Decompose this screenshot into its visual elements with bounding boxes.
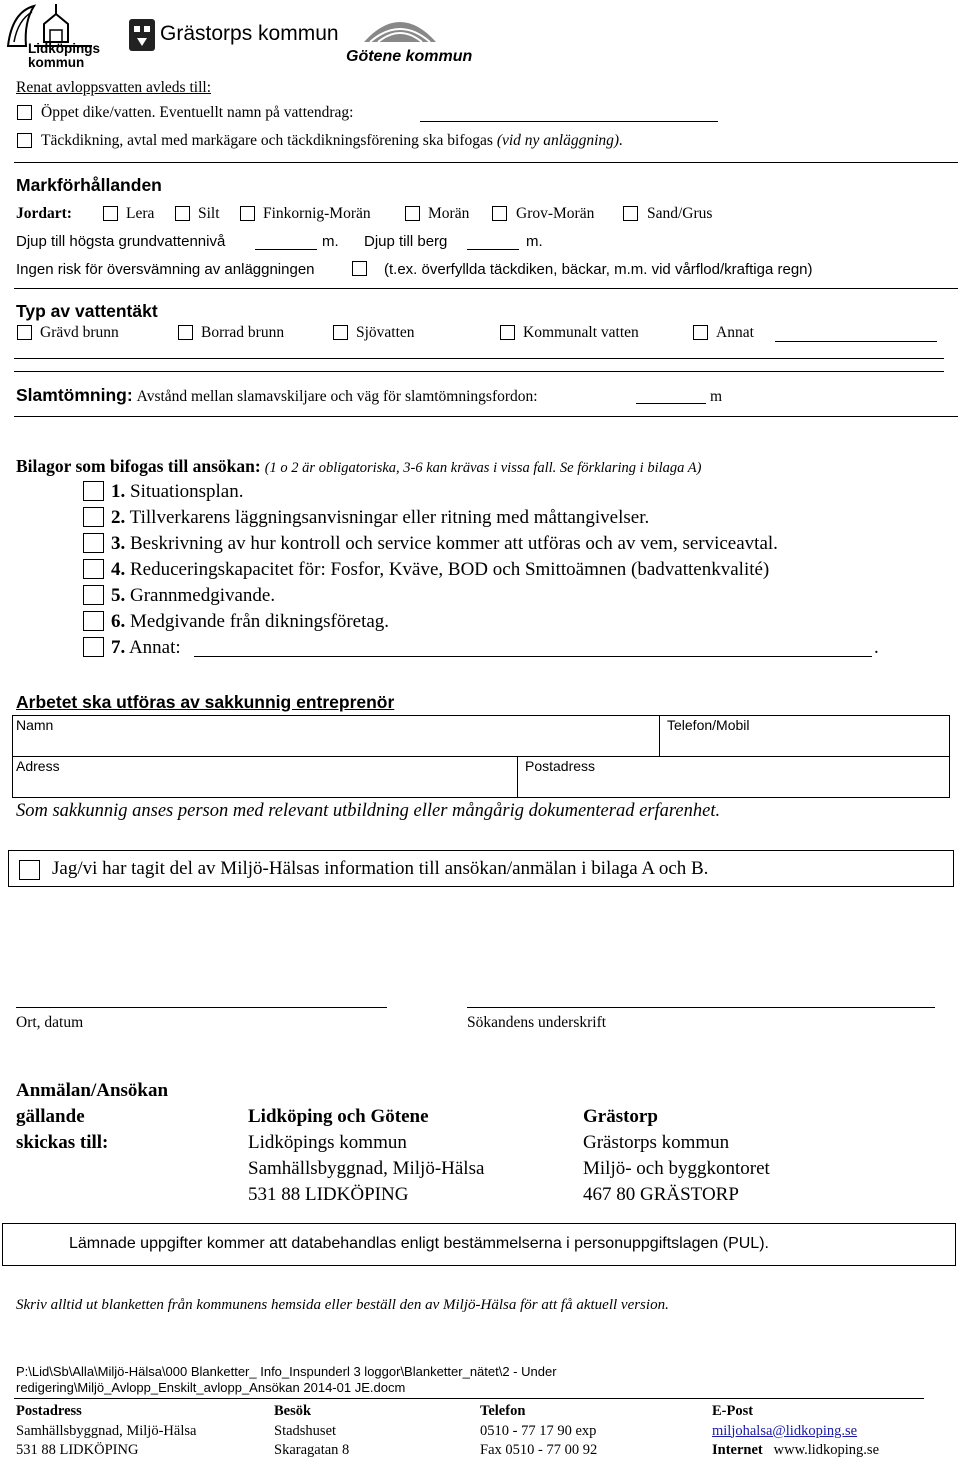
send-to-grastorp bbox=[583, 1104, 770, 1208]
footer-telefon bbox=[480, 1402, 597, 1461]
attachment-2-num: 2. bbox=[111, 507, 126, 528]
soil-lera-checkbox[interactable] bbox=[103, 206, 118, 221]
water-municipal-label: Kommunalt vatten bbox=[523, 324, 639, 341]
grastorp-logo-text: Grästorps kommun bbox=[160, 22, 339, 45]
water-other-label: Annat bbox=[716, 324, 754, 341]
footer-postadress-heading: Postadress bbox=[16, 1403, 82, 1419]
contractor-phone-label: Telefon/Mobil bbox=[667, 717, 750, 733]
divider bbox=[14, 371, 944, 372]
send-to-col2-line1: Grästorps kommun bbox=[583, 1132, 730, 1153]
flood-label: Ingen risk för översvämning av anläggningen bbox=[16, 261, 315, 278]
send-to-line2: gällande bbox=[16, 1106, 85, 1127]
footer-besok-2: Skaragatan 8 bbox=[274, 1442, 350, 1458]
soil-heading: Markförhållanden bbox=[16, 175, 162, 195]
signature-label: Sökandens underskrift bbox=[467, 1014, 607, 1031]
attachment-1-label bbox=[111, 481, 243, 503]
place-date-line[interactable] bbox=[16, 1007, 387, 1008]
attachment-7-text: Annat: bbox=[128, 637, 181, 658]
attachment-3-num: 3. bbox=[111, 533, 126, 554]
groundwater-label: Djup till högsta grundvattennivå bbox=[16, 233, 226, 250]
attachment-4-checkbox[interactable] bbox=[83, 559, 104, 579]
attachment-6-checkbox[interactable] bbox=[83, 611, 104, 631]
water-other-checkbox[interactable] bbox=[693, 325, 708, 340]
file-path-line1: P:\Lid\Sb\Alla\Miljö-Hälsa\000 Blanketter_ Info_Inspunderl 3 loggor\Blanketter_nätet\2 - Under bbox=[16, 1364, 557, 1379]
soil-lera-label: Lera bbox=[126, 205, 155, 222]
divider bbox=[14, 162, 958, 163]
footer-telefon-1: 0510 - 77 17 90 exp bbox=[480, 1422, 597, 1439]
watercourse-name-line[interactable] bbox=[420, 121, 718, 122]
soil-silt-label: Silt bbox=[198, 205, 220, 222]
signature-line[interactable] bbox=[467, 1007, 935, 1008]
attachment-1-checkbox[interactable] bbox=[83, 481, 104, 501]
attachment-2-label bbox=[111, 507, 649, 529]
footer-internet-label: Internet bbox=[712, 1442, 763, 1458]
water-drilled-well-checkbox[interactable] bbox=[178, 325, 193, 340]
pul-box bbox=[2, 1223, 956, 1266]
attachments-heading: Bilagor som bifogas till ansökan: bbox=[16, 456, 261, 476]
send-to-line3: skickas till: bbox=[16, 1132, 109, 1153]
attachment-6-text: Medgivande från dikningsföretag. bbox=[130, 611, 390, 632]
bedrock-label: Djup till berg bbox=[364, 233, 448, 250]
lidkoping-logo bbox=[4, 2, 98, 70]
sludge-distance-line[interactable] bbox=[636, 403, 706, 404]
soil-grov-moran-checkbox[interactable] bbox=[492, 206, 507, 221]
footer-besok bbox=[274, 1402, 349, 1461]
file-path-line2: redigering\Miljö_Avlopp_Enskilt_avlopp_Ansökan 2014-01 JE.docm bbox=[16, 1380, 406, 1395]
soil-type-label: Jordart: bbox=[16, 205, 72, 222]
attachment-7-end-dot: . bbox=[874, 637, 879, 658]
attachment-1-text: Situationsplan. bbox=[130, 481, 244, 502]
soil-sand-grus-label: Sand/Grus bbox=[647, 205, 713, 222]
footer-telefon-heading: Telefon bbox=[480, 1403, 526, 1419]
attachment-5-label bbox=[111, 585, 275, 607]
flood-note: (t.ex. överfyllda täckdiken, bäckar, m.m. vid vårflod/kraftiga regn) bbox=[384, 261, 813, 278]
drainage-heading: Renat avloppsvatten avleds till: bbox=[16, 79, 211, 96]
divider bbox=[14, 416, 958, 417]
contractor-name-field[interactable] bbox=[12, 715, 660, 757]
contractor-address-label: Adress bbox=[16, 758, 60, 774]
contractor-heading: Arbetet ska utföras av sakkunnig entreprenör bbox=[16, 692, 395, 712]
footer-telefon-2: Fax 0510 - 77 00 92 bbox=[480, 1442, 598, 1458]
attachment-5-num: 5. bbox=[111, 585, 126, 606]
attachment-6-label bbox=[111, 611, 389, 633]
attachment-7-other-line[interactable] bbox=[194, 656, 872, 657]
contractor-address-field[interactable] bbox=[12, 756, 518, 798]
water-lake-checkbox[interactable] bbox=[333, 325, 348, 340]
footer-contact bbox=[712, 1402, 879, 1461]
gotene-emblem-icon bbox=[360, 8, 440, 46]
footer-divider bbox=[14, 1398, 924, 1399]
consent-checkbox[interactable] bbox=[19, 860, 40, 880]
attachment-7-num: 7. bbox=[111, 637, 126, 658]
send-to-col1-head: Lidköping och Götene bbox=[248, 1106, 429, 1127]
drainage-tile-main: Täckdikning, avtal med markägare och täckdikningsförening ska bifogas bbox=[41, 132, 493, 149]
drainage-tile-label bbox=[41, 132, 623, 150]
always-note: Skriv alltid ut blanketten från kommunens hemsida eller beställ den av Miljö-Hälsa för att få aktuell version. bbox=[16, 1297, 669, 1313]
attachments-heading-row bbox=[16, 456, 701, 477]
send-to-col1-line1: Lidköpings kommun bbox=[248, 1132, 407, 1153]
attachment-3-text: Beskrivning av hur kontroll och service kommer att utföras och av vem, serviceavtal. bbox=[130, 533, 778, 554]
attachment-1-num: 1. bbox=[111, 481, 126, 502]
attachment-4-num: 4. bbox=[111, 559, 126, 580]
contractor-postal-field[interactable] bbox=[517, 756, 950, 798]
send-to-col1-line3: 531 88 LIDKÖPING bbox=[248, 1184, 409, 1205]
send-to-col2-head: Grästorp bbox=[583, 1106, 658, 1127]
water-heading: Typ av vattentäkt bbox=[16, 301, 158, 321]
water-drilled-well-label: Borrad brunn bbox=[201, 324, 285, 341]
contractor-name-label: Namn bbox=[16, 717, 54, 733]
soil-moran-checkbox[interactable] bbox=[405, 206, 420, 221]
flood-checkbox[interactable] bbox=[352, 261, 367, 276]
soil-grov-moran-label: Grov-Morän bbox=[516, 205, 595, 222]
gotene-logo bbox=[346, 8, 473, 68]
soil-finkornig-moran-label: Finkornig-Morän bbox=[263, 205, 371, 222]
send-to-col1-line2: Samhällsbyggnad, Miljö-Hälsa bbox=[248, 1158, 485, 1179]
groundwater-unit: m. bbox=[322, 233, 339, 250]
contractor-note: Som sakkunnig anses person med relevant utbildning eller mångårig dokumenterad erfarenhet. bbox=[16, 801, 721, 821]
sludge-row bbox=[16, 385, 538, 406]
soil-silt-checkbox[interactable] bbox=[175, 206, 190, 221]
attachment-2-checkbox[interactable] bbox=[83, 507, 104, 527]
footer-postadress bbox=[16, 1402, 196, 1461]
contractor-phone-field[interactable] bbox=[659, 715, 950, 757]
footer-postadress-2: 531 88 LIDKÖPING bbox=[16, 1442, 139, 1458]
pul-text: Lämnade uppgifter kommer att databehandlas enligt bestämmelserna i personuppgiftslagen (PUL). bbox=[69, 1235, 769, 1252]
water-dug-well-label: Grävd brunn bbox=[40, 324, 119, 341]
water-dug-well-checkbox[interactable] bbox=[17, 325, 32, 340]
sludge-text: Avstånd mellan slamavskiljare och väg för slamtömningsfordon: bbox=[136, 388, 538, 405]
attachment-5-checkbox[interactable] bbox=[83, 585, 104, 605]
footer-internet bbox=[712, 1441, 879, 1461]
water-lake-label: Sjövatten bbox=[356, 324, 415, 341]
attachment-7-checkbox[interactable] bbox=[83, 637, 104, 657]
drainage-open-ditch-checkbox[interactable] bbox=[17, 105, 32, 120]
drainage-open-ditch-label: Öppet dike/vatten. Eventuellt namn på vattendrag: bbox=[41, 104, 354, 121]
water-municipal-checkbox[interactable] bbox=[500, 325, 515, 340]
contractor-postal-label: Postadress bbox=[525, 758, 596, 774]
attachment-7-label bbox=[111, 637, 181, 659]
attachment-6-num: 6. bbox=[111, 611, 126, 632]
attachment-3-label bbox=[111, 533, 778, 555]
divider bbox=[14, 288, 958, 289]
send-to-col2-line2: Miljö- och byggkontoret bbox=[583, 1158, 770, 1179]
gotene-logo-text: Götene kommun bbox=[346, 48, 473, 65]
soil-finkornig-moran-checkbox[interactable] bbox=[240, 206, 255, 221]
send-to-col2-line3: 467 80 GRÄSTORP bbox=[583, 1184, 739, 1205]
attachment-4-label bbox=[111, 559, 769, 581]
send-to-lidkoping bbox=[248, 1104, 484, 1208]
send-to-line1: Anmälan/Ansökan bbox=[16, 1080, 169, 1101]
attachment-2-text: Tillverkarens läggningsanvisningar eller ritning med måttangivelser. bbox=[129, 507, 650, 528]
sludge-label: Slamtömning: bbox=[16, 385, 133, 405]
footer-besok-1: Stadshuset bbox=[274, 1422, 337, 1439]
footer-internet-url[interactable]: www.lidkoping.se bbox=[773, 1442, 880, 1458]
attachment-3-checkbox[interactable] bbox=[83, 533, 104, 553]
send-to-heading bbox=[16, 1078, 168, 1156]
water-other-line[interactable] bbox=[775, 341, 937, 342]
drainage-tile-checkbox[interactable] bbox=[17, 133, 32, 148]
footer-epost-link[interactable]: miljohalsa@lidkoping.se bbox=[712, 1422, 858, 1439]
place-date-label: Ort, datum bbox=[16, 1014, 84, 1031]
groundwater-depth-line[interactable] bbox=[255, 249, 317, 250]
drainage-tile-note: (vid ny anläggning). bbox=[496, 132, 623, 149]
soil-sand-grus-checkbox[interactable] bbox=[623, 206, 638, 221]
footer-epost-heading: E-Post bbox=[712, 1403, 754, 1419]
attachment-5-text: Grannmedgivande. bbox=[130, 585, 276, 606]
bedrock-depth-line[interactable] bbox=[467, 249, 519, 250]
consent-text: Jag/vi har tagit del av Miljö-Hälsas information till ansökan/anmälan i bilaga A och B. bbox=[52, 858, 709, 879]
file-path bbox=[16, 1364, 557, 1396]
grastorp-crest-icon bbox=[128, 18, 156, 52]
divider bbox=[14, 358, 944, 359]
bedrock-unit: m. bbox=[526, 233, 543, 250]
consent-box bbox=[8, 850, 954, 887]
attachments-note: (1 o 2 är obligatoriska, 3-6 kan krävas i vissa fall. Se förklaring i bilaga A) bbox=[264, 460, 702, 476]
lidkoping-logo-text: Lidköpings kommun bbox=[28, 41, 100, 70]
soil-moran-label: Morän bbox=[428, 205, 470, 222]
footer-postadress-1: Samhällsbyggnad, Miljö-Hälsa bbox=[16, 1422, 197, 1439]
sludge-unit: m bbox=[710, 388, 723, 405]
footer-besok-heading: Besök bbox=[274, 1403, 312, 1419]
attachment-4-text: Reduceringskapacitet för: Fosfor, Kväve, BOD och Smittoämnen (badvattenkvalité) bbox=[130, 559, 770, 580]
